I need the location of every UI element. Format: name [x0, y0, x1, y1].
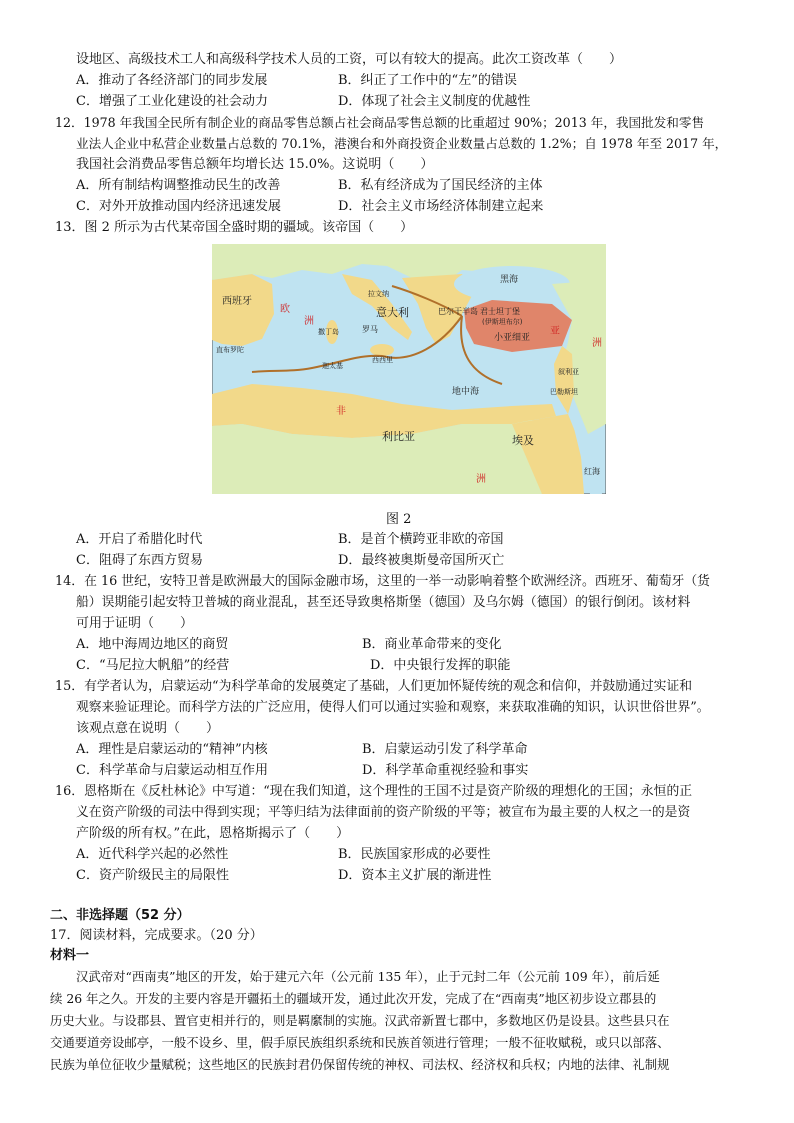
q13-option-b[interactable]: B．是首个横跨亚非欧的帝国 [338, 532, 504, 547]
q11-option-c[interactable]: C．增强了工业化建设的社会动力 [76, 94, 268, 109]
q14-option-b[interactable]: B．商业革命带来的变化 [362, 637, 502, 652]
q12-stem-line1: 12．1978 年我国全民所有制企业的商品零售总额占社会商品零售总额的比重超过 90%；2013 年，我国批发和零售 [55, 115, 705, 130]
q15-option-a[interactable]: A．理性是启蒙运动的“精神”内核 [76, 742, 268, 757]
material-para-line3: 历史大业。与设郡县、置官吏相并行的，则是羁縻制的实施。汉武帝新置七郡中，多数地区仍是设县。这些县只在 [50, 1013, 670, 1028]
figure-caption: 图 2 [386, 512, 412, 527]
q14-option-a[interactable]: A．地中海周边地区的商贸 [76, 637, 229, 652]
q12-option-b[interactable]: B．私有经济成为了国民经济的主体 [338, 178, 543, 193]
q11-option-b[interactable]: B．纠正了工作中的“左”的错误 [338, 73, 517, 88]
q15-option-b[interactable]: B．启蒙运动引发了科学革命 [362, 742, 528, 757]
q11-option-a[interactable]: A．推动了各经济部门的同步发展 [76, 73, 268, 88]
q16-option-a[interactable]: A．近代科学兴起的必然性 [76, 847, 229, 862]
label-sicily: 西西里 [372, 356, 393, 364]
label-black-sea: 黑海 [500, 275, 519, 285]
q15-option-c[interactable]: C．科学革命与启蒙运动相互作用 [76, 763, 268, 778]
q16-stem-line1: 16．恩格斯在《反杜林论》中写道：“现在我们知道，这个理性的王国不过是资产阶级的理想化的王国；永恒的正 [55, 784, 693, 799]
label-italy: 意大利 [376, 306, 409, 319]
label-egypt: 埃及 [512, 434, 534, 447]
label-spain: 西班牙 [222, 296, 252, 307]
q12-stem-line3: 我国社会消费品零售总额年均增长达 15.0%。这说明（ ） [76, 157, 434, 172]
material-para-line4: 交通要道旁设邮亭，一般不设乡、里，假手原民族组织系统和民族首领进行管理；一般不征收赋税，或只以部落、 [50, 1035, 670, 1050]
label-istanbul: (伊斯坦布尔) [482, 318, 523, 326]
label-balkan: 巴尔干半岛 [438, 307, 478, 316]
q16-stem-line3: 产阶级的所有权。”在此，恩格斯揭示了（ ） [76, 826, 350, 841]
q17-stem: 17．阅读材料，完成要求。（20 分） [50, 928, 263, 943]
label-asia2: 洲 [592, 338, 602, 349]
label-mediterranean: 地中海 [452, 387, 480, 397]
material-para-line2: 续 26 年之久。开发的主要内容是开疆拓土的疆域开发，通过此次开发，完成了在“西南夷”地区初步设立郡县的 [50, 991, 657, 1006]
label-gibraltar: 直布罗陀 [216, 346, 244, 354]
q16-stem-line2: 义在资产阶级的司法中得到实现；平等归结为法律面前的资产阶级的平等；被宣布为最主要的人权之一的是资 [76, 805, 691, 820]
q12-stem-line2: 业法人企业中私营企业数量占总数的 70.1%，港澳台和外商投资企业数量占总数的 1.2%；自 1978 年至 2017 年， [76, 136, 728, 151]
material-para-line5: 民族为单位征收少量赋税；这些地区的民族封君仍保留传统的神权、司法权、经济权和兵权；内地的法律、礼制规 [50, 1057, 670, 1072]
label-constantinople: 君士坦丁堡 [480, 307, 520, 316]
label-rome: 罗马 [362, 325, 378, 334]
q12-option-d[interactable]: D．社会主义市场经济体制建立起来 [338, 199, 544, 214]
q14-option-d[interactable]: D．中央银行发挥的职能 [370, 658, 511, 673]
section-title: 二、非选择题（52 分） [50, 908, 190, 923]
label-africa: 非 [336, 406, 346, 417]
q15-option-d[interactable]: D．科学革命重视经验和事实 [362, 763, 529, 778]
q13-option-a[interactable]: A．开启了希腊化时代 [76, 532, 203, 547]
q13-option-c[interactable]: C．阻碍了东西方贸易 [76, 553, 203, 568]
q13-option-d[interactable]: D．最终被奥斯曼帝国所灭亡 [338, 553, 505, 568]
label-libya: 利比亚 [382, 430, 415, 443]
material-one-heading: 材料一 [50, 948, 90, 963]
label-ravenna: 拉文纳 [368, 290, 389, 298]
q16-option-b[interactable]: B．民族国家形成的必要性 [338, 847, 491, 862]
q15-stem-line1: 15．有学者认为，启蒙运动“为科学革命的发展奠定了基础，人们更加怀疑传统的观念和信仰，并鼓励通过实证和 [55, 679, 693, 694]
q12-option-c[interactable]: C．对外开放推动国内经济迅速发展 [76, 199, 281, 214]
q16-option-d[interactable]: D．资本主义扩展的渐进性 [338, 868, 492, 883]
q11-stem-continuation: 设地区、高级技术工人和高级科学技术人员的工资，可以有较大的提高。此次工资改革（ ） [76, 52, 623, 67]
q15-stem-line3: 该观点意在说明（ ） [76, 721, 220, 736]
label-palestine: 巴勒斯坦 [550, 388, 578, 396]
q14-stem-line2: 船）误期能引起安特卫普城的商业混乱，甚至还导致奥格斯堡（德国）及乌尔姆（德国）的银行倒闭。该材料 [76, 595, 691, 610]
label-sardinia: 撒丁岛 [318, 328, 339, 336]
q15-stem-line2: 观察来验证理论。而科学方法的广泛应用，使得人们可以通过实验和观察，来获取准确的知识，认识世俗世界”。 [76, 700, 710, 715]
q13-stem: 13．图 2 所示为古代某帝国全盛时期的疆域。该帝国（ ） [55, 220, 414, 235]
sicily-island [370, 344, 394, 356]
q14-stem-line1: 14．在 16 世纪，安特卫普是欧洲最大的国际金融市场，这里的一举一动影响着整个欧洲经济。西班牙、葡萄牙（货 [55, 574, 710, 589]
q11-option-d[interactable]: D．体现了社会主义制度的优越性 [338, 94, 531, 109]
q16-option-c[interactable]: C．资产阶级民主的局限性 [76, 868, 229, 883]
label-asia-minor: 小亚细亚 [494, 333, 531, 343]
empire-map [212, 244, 606, 494]
q14-option-c[interactable]: C．“马尼拉大帆船”的经营 [76, 658, 230, 673]
q12-option-a[interactable]: A．所有制结构调整推动民生的改善 [76, 178, 281, 193]
label-europe: 欧 [280, 304, 290, 315]
label-africa2: 洲 [476, 474, 486, 485]
q14-stem-line3: 可用于证明（ ） [76, 616, 194, 631]
label-carthage: 迦太基 [322, 362, 343, 370]
label-syria: 叙利亚 [558, 368, 579, 376]
label-asia: 亚 [550, 326, 560, 337]
label-europe2: 洲 [304, 316, 314, 327]
material-para-line1: 汉武帝对“西南夷”地区的开发，始于建元六年（公元前 135 年），止于元封二年（公元前 109 年），前后延 [76, 969, 660, 984]
label-red-sea: 红海 [584, 467, 600, 476]
